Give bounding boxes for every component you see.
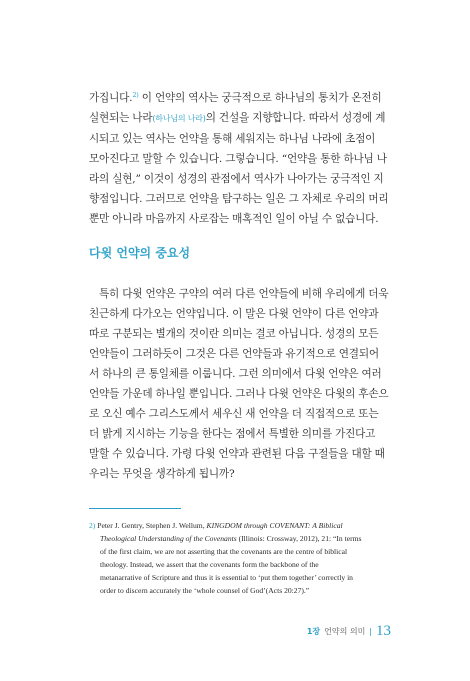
paragraph-covenant-history	[89, 88, 391, 229]
text-line	[89, 532, 391, 545]
text-line: 따로 구분되는 별개의 것이란 의미는 결코 아닙니다. 성경의 모든	[89, 328, 379, 340]
text-line: 더 밝게 지시하는 기능을 한다는 점에서 특별한 의미를 가진다고	[89, 428, 376, 440]
text-line: 서 하나의 큰 통일체를 이룹니다. 그런 의미에서 다윗 언약은 여러	[89, 368, 382, 380]
text-line: theology. Instead, we assert that the covenants form the backbone of the	[100, 560, 319, 569]
book-title: Theological Understanding of the Covenants	[100, 534, 237, 543]
chapter-title: 언약의 의미	[324, 627, 366, 636]
text-line: metanarrative of Scripture and thus it is essential to ‘put them together’ correctly in	[100, 573, 353, 582]
text-span: 실현되는 나라	[89, 112, 153, 124]
text-line: 시되고 있는 역사는 언약을 통해 세워지는 하나님 나라에 초점이	[89, 133, 376, 145]
footnote	[89, 519, 391, 597]
text-span: (Illinois: Crossway, 2012), 21: “In terms	[236, 534, 362, 543]
text-line: 우리는 무엇을 생각하게 됩니까?	[89, 468, 235, 480]
text-span: Peter J. Gentry, Stephen J. Wellum,	[95, 521, 207, 530]
text-line	[89, 88, 391, 108]
text-line: of the first claim, we are not asserting that the covenants are the centre of biblical	[100, 547, 348, 556]
text-line: order to discern accurately the ‘whole counsel of God’(Acts 20:27).”	[100, 586, 310, 595]
footnote-ref[interactable]: 2)	[132, 91, 139, 99]
text-span: 의 건설을 지향합니다. 따라서 성경에 계	[205, 112, 386, 124]
section-heading: 다윗 언약의 중요성	[89, 246, 191, 260]
page-number: 13	[376, 623, 391, 639]
text-line: 로 오신 예수 그리스도께서 세우신 새 언약을 더 직접적으로 또는	[89, 408, 379, 420]
text-line: 언약들이 그러하듯이 그것은 다른 언약들과 유기적으로 연결되어	[89, 348, 379, 360]
text-line: 특히 다윗 언약은 구약의 여러 다른 언약들에 비해 우리에게 더욱	[99, 288, 389, 300]
text-line: 말할 수 있습니다. 가령 다윗 언약과 관련된 다음 구절들을 대할 때	[89, 448, 385, 460]
text-line	[89, 519, 391, 532]
text-line: 향점입니다. 그러므로 언약을 탐구하는 일은 그 자체로 우리의 머리	[89, 193, 389, 205]
text-span: 가집니다.	[89, 92, 133, 104]
footnote-divider	[89, 508, 181, 509]
page-footer	[307, 623, 391, 640]
text-line: 뿐만 아니라 마음까지 사로잡는 매혹적인 일이 아닐 수 없습니다.	[89, 213, 379, 225]
chapter-label: 1장	[306, 627, 321, 636]
footnote-number: 2)	[89, 521, 96, 530]
text-line: 친근하게 다가오는 언약입니다. 이 말은 다윗 언약이 다른 언약과	[89, 308, 379, 320]
footer-separator: |	[369, 627, 372, 636]
text-line: 라의 실현,” 이것이 성경의 관점에서 역사가 나아가는 궁극적인 지	[89, 173, 384, 185]
text-line: 언약들 가운데 하나일 뿐입니다. 그러나 다윗 언약은 다윗의 후손으	[89, 388, 389, 400]
book-title: KINGDOM through COVENANT: A Biblical	[206, 521, 343, 530]
text-line	[89, 108, 391, 129]
paragraph-davidic-covenant	[89, 284, 391, 484]
text-line: 모아진다고 말할 수 있습니다. 그렇습니다. “언약을 통한 하나님 나	[89, 153, 387, 165]
text-span: 이 언약의 역사는 궁극적으로 하나님의 통치가 온전히	[138, 92, 382, 104]
accent-note: (하나님의 나라)	[152, 114, 206, 123]
